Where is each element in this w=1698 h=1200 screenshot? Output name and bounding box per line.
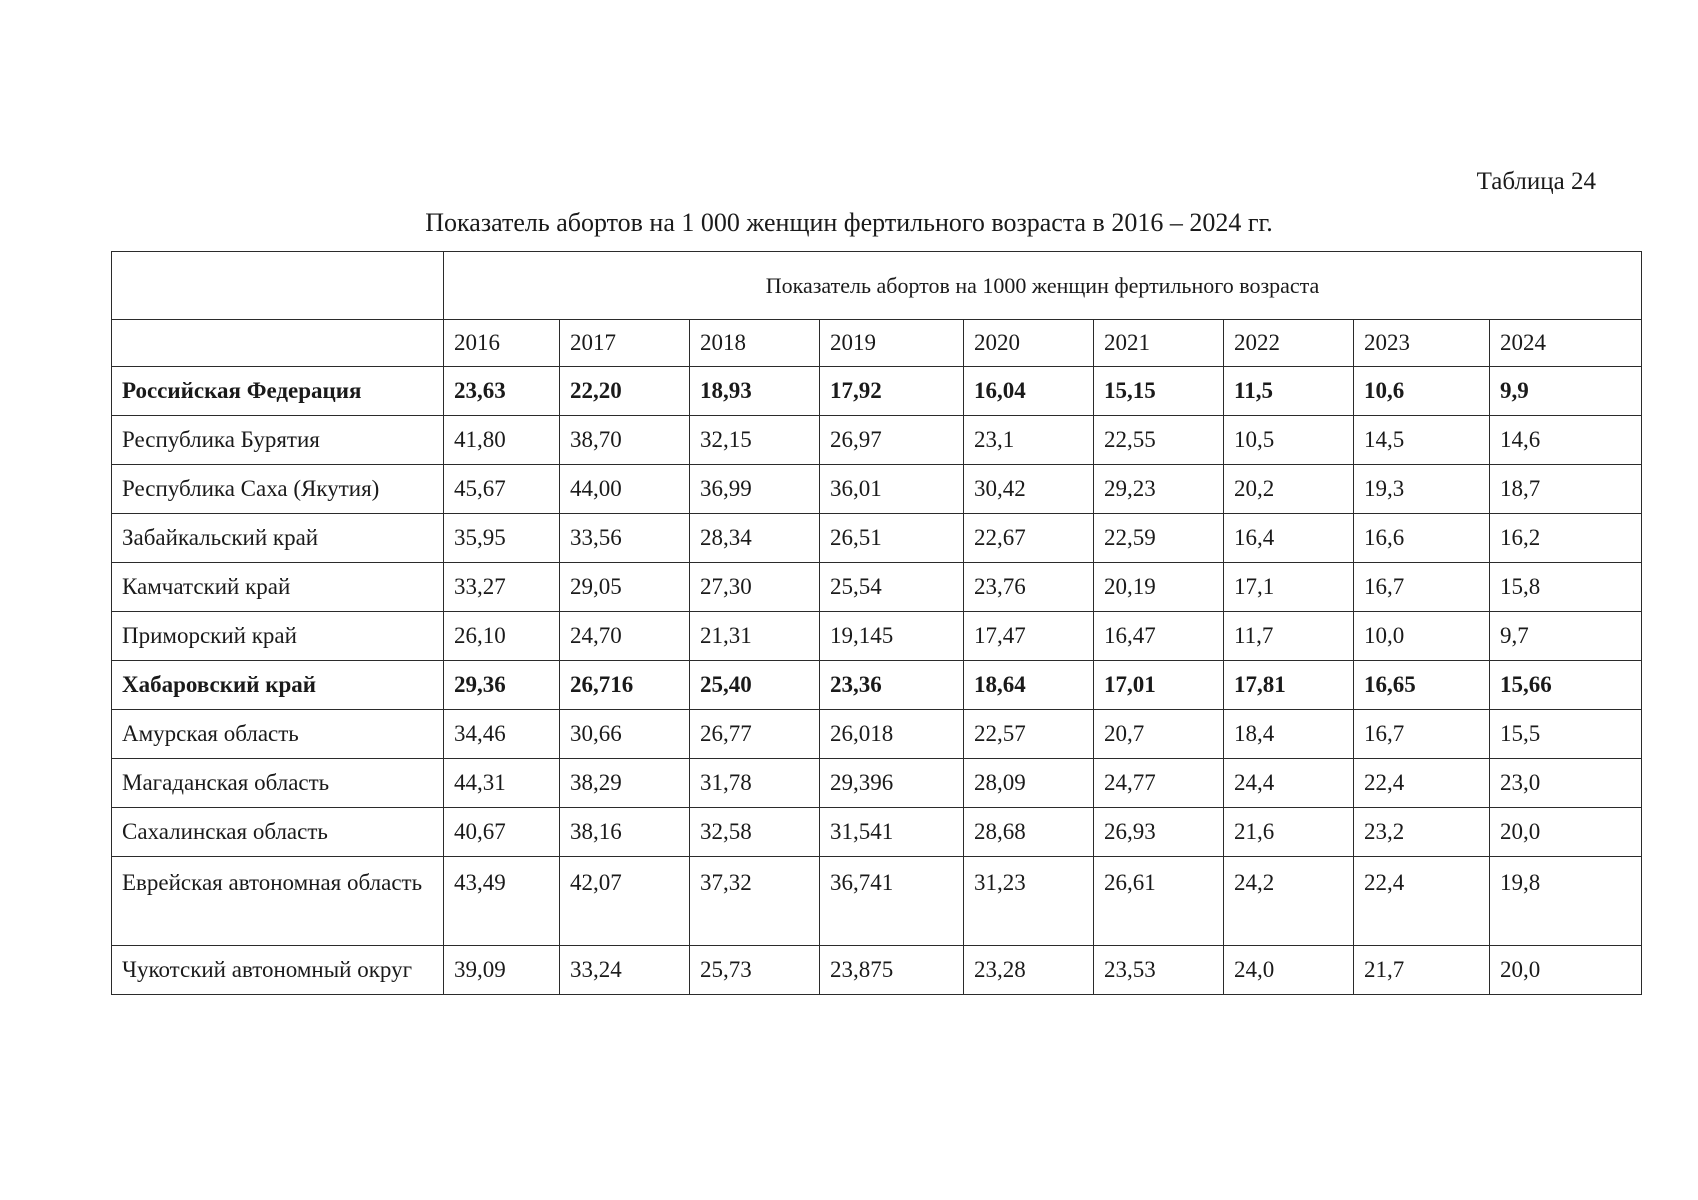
- region-name-cell: Российская Федерация: [112, 367, 444, 416]
- value-cell-2023: 16,65: [1354, 661, 1490, 710]
- value-cell-2016: 29,36: [444, 661, 560, 710]
- value-cell-2024: 15,5: [1490, 710, 1642, 759]
- value-cell-2016: 39,09: [444, 946, 560, 995]
- value-cell-2021: 26,61: [1094, 857, 1224, 946]
- value-cell-2020: 28,09: [964, 759, 1094, 808]
- value-cell-2019: 26,97: [820, 416, 964, 465]
- value-cell-2024: 20,0: [1490, 808, 1642, 857]
- value-cell-2018: 32,58: [690, 808, 820, 857]
- value-cell-2022: 11,7: [1224, 612, 1354, 661]
- value-cell-2017: 26,716: [560, 661, 690, 710]
- year-header-2018: 2018: [690, 320, 820, 367]
- value-cell-2018: 18,93: [690, 367, 820, 416]
- value-cell-2016: 35,95: [444, 514, 560, 563]
- table-row: [112, 514, 1642, 563]
- value-cell-2021: 24,77: [1094, 759, 1224, 808]
- value-cell-2023: 14,5: [1354, 416, 1490, 465]
- value-cell-2019: 25,54: [820, 563, 964, 612]
- value-cell-2022: 18,4: [1224, 710, 1354, 759]
- value-cell-2020: 22,67: [964, 514, 1094, 563]
- value-cell-2022: 21,6: [1224, 808, 1354, 857]
- header-group-label: Показатель абортов на 1000 женщин фертильного возраста: [444, 252, 1642, 320]
- value-cell-2018: 28,34: [690, 514, 820, 563]
- value-cell-2017: 29,05: [560, 563, 690, 612]
- value-cell-2017: 38,70: [560, 416, 690, 465]
- table-row: [112, 759, 1642, 808]
- value-cell-2016: 44,31: [444, 759, 560, 808]
- value-cell-2024: 15,66: [1490, 661, 1642, 710]
- value-cell-2024: 15,8: [1490, 563, 1642, 612]
- value-cell-2019: 23,36: [820, 661, 964, 710]
- value-cell-2016: 43,49: [444, 857, 560, 946]
- table-row: [112, 563, 1642, 612]
- value-cell-2017: 24,70: [560, 612, 690, 661]
- table-row: [112, 465, 1642, 514]
- value-cell-2022: 20,2: [1224, 465, 1354, 514]
- table-row: [112, 710, 1642, 759]
- value-cell-2017: 33,24: [560, 946, 690, 995]
- value-cell-2021: 20,19: [1094, 563, 1224, 612]
- value-cell-2022: 16,4: [1224, 514, 1354, 563]
- value-cell-2021: 22,55: [1094, 416, 1224, 465]
- value-cell-2022: 24,4: [1224, 759, 1354, 808]
- value-cell-2020: 17,47: [964, 612, 1094, 661]
- value-cell-2019: 17,92: [820, 367, 964, 416]
- value-cell-2016: 26,10: [444, 612, 560, 661]
- value-cell-2018: 31,78: [690, 759, 820, 808]
- value-cell-2023: 16,7: [1354, 563, 1490, 612]
- value-cell-2019: 19,145: [820, 612, 964, 661]
- value-cell-2023: 10,6: [1354, 367, 1490, 416]
- value-cell-2021: 22,59: [1094, 514, 1224, 563]
- year-header-2023: 2023: [1354, 320, 1490, 367]
- value-cell-2016: 40,67: [444, 808, 560, 857]
- value-cell-2019: 26,018: [820, 710, 964, 759]
- value-cell-2016: 23,63: [444, 367, 560, 416]
- value-cell-2023: 22,4: [1354, 857, 1490, 946]
- value-cell-2019: 26,51: [820, 514, 964, 563]
- value-cell-2021: 16,47: [1094, 612, 1224, 661]
- value-cell-2023: 16,6: [1354, 514, 1490, 563]
- value-cell-2017: 38,16: [560, 808, 690, 857]
- value-cell-2024: 16,2: [1490, 514, 1642, 563]
- header-empty-cell: [112, 320, 444, 367]
- value-cell-2016: 41,80: [444, 416, 560, 465]
- region-name-cell: Хабаровский край: [112, 661, 444, 710]
- value-cell-2024: 23,0: [1490, 759, 1642, 808]
- region-name-cell: Камчатский край: [112, 563, 444, 612]
- value-cell-2023: 21,7: [1354, 946, 1490, 995]
- value-cell-2021: 23,53: [1094, 946, 1224, 995]
- value-cell-2020: 23,1: [964, 416, 1094, 465]
- year-header-2019: 2019: [820, 320, 964, 367]
- value-cell-2019: 36,741: [820, 857, 964, 946]
- abortion-rate-table: [111, 251, 1642, 995]
- header-row-group: [112, 252, 1642, 320]
- value-cell-2021: 17,01: [1094, 661, 1224, 710]
- value-cell-2024: 9,9: [1490, 367, 1642, 416]
- region-name-cell: Приморский край: [112, 612, 444, 661]
- value-cell-2024: 9,7: [1490, 612, 1642, 661]
- year-header-2016: 2016: [444, 320, 560, 367]
- region-name-cell: Магаданская область: [112, 759, 444, 808]
- value-cell-2021: 26,93: [1094, 808, 1224, 857]
- value-cell-2024: 20,0: [1490, 946, 1642, 995]
- year-header-2020: 2020: [964, 320, 1094, 367]
- table-row: [112, 946, 1642, 995]
- year-header-2024: 2024: [1490, 320, 1642, 367]
- value-cell-2017: 22,20: [560, 367, 690, 416]
- year-header-2022: 2022: [1224, 320, 1354, 367]
- value-cell-2018: 26,77: [690, 710, 820, 759]
- value-cell-2017: 30,66: [560, 710, 690, 759]
- value-cell-2022: 17,81: [1224, 661, 1354, 710]
- region-name-cell: Еврейская автономная область: [112, 857, 444, 946]
- value-cell-2020: 31,23: [964, 857, 1094, 946]
- table-row: [112, 367, 1642, 416]
- value-cell-2018: 25,73: [690, 946, 820, 995]
- table-row: [112, 661, 1642, 710]
- region-name-cell: Республика Бурятия: [112, 416, 444, 465]
- year-header-2017: 2017: [560, 320, 690, 367]
- region-name-cell: Забайкальский край: [112, 514, 444, 563]
- table-row: [112, 808, 1642, 857]
- value-cell-2023: 23,2: [1354, 808, 1490, 857]
- value-cell-2018: 25,40: [690, 661, 820, 710]
- value-cell-2018: 36,99: [690, 465, 820, 514]
- value-cell-2019: 23,875: [820, 946, 964, 995]
- value-cell-2023: 22,4: [1354, 759, 1490, 808]
- region-name-cell: Чукотский автономный округ: [112, 946, 444, 995]
- value-cell-2021: 15,15: [1094, 367, 1224, 416]
- region-name-cell: Республика Саха (Якутия): [112, 465, 444, 514]
- header-empty-cell: [112, 252, 444, 320]
- header-row-years: [112, 320, 1642, 367]
- value-cell-2017: 44,00: [560, 465, 690, 514]
- value-cell-2016: 33,27: [444, 563, 560, 612]
- value-cell-2021: 20,7: [1094, 710, 1224, 759]
- value-cell-2020: 22,57: [964, 710, 1094, 759]
- value-cell-2022: 24,2: [1224, 857, 1354, 946]
- year-header-2021: 2021: [1094, 320, 1224, 367]
- value-cell-2018: 37,32: [690, 857, 820, 946]
- value-cell-2019: 31,541: [820, 808, 964, 857]
- region-name-cell: Сахалинская область: [112, 808, 444, 857]
- value-cell-2022: 10,5: [1224, 416, 1354, 465]
- value-cell-2020: 28,68: [964, 808, 1094, 857]
- value-cell-2022: 11,5: [1224, 367, 1354, 416]
- value-cell-2018: 32,15: [690, 416, 820, 465]
- table-row: [112, 857, 1642, 946]
- value-cell-2022: 17,1: [1224, 563, 1354, 612]
- value-cell-2020: 16,04: [964, 367, 1094, 416]
- value-cell-2017: 33,56: [560, 514, 690, 563]
- value-cell-2016: 34,46: [444, 710, 560, 759]
- value-cell-2024: 18,7: [1490, 465, 1642, 514]
- table-row: [112, 612, 1642, 661]
- value-cell-2017: 42,07: [560, 857, 690, 946]
- table-row: [112, 416, 1642, 465]
- value-cell-2020: 30,42: [964, 465, 1094, 514]
- value-cell-2024: 19,8: [1490, 857, 1642, 946]
- value-cell-2021: 29,23: [1094, 465, 1224, 514]
- value-cell-2022: 24,0: [1224, 946, 1354, 995]
- value-cell-2020: 18,64: [964, 661, 1094, 710]
- value-cell-2018: 27,30: [690, 563, 820, 612]
- region-name-cell: Амурская область: [112, 710, 444, 759]
- value-cell-2023: 19,3: [1354, 465, 1490, 514]
- value-cell-2019: 36,01: [820, 465, 964, 514]
- value-cell-2018: 21,31: [690, 612, 820, 661]
- value-cell-2016: 45,67: [444, 465, 560, 514]
- document-title: Показатель абортов на 1 000 женщин фертильного возраста в 2016 – 2024 гг.: [425, 208, 1273, 237]
- value-cell-2020: 23,28: [964, 946, 1094, 995]
- value-cell-2017: 38,29: [560, 759, 690, 808]
- value-cell-2019: 29,396: [820, 759, 964, 808]
- table-number: Таблица 24: [1476, 168, 1596, 195]
- value-cell-2020: 23,76: [964, 563, 1094, 612]
- value-cell-2024: 14,6: [1490, 416, 1642, 465]
- value-cell-2023: 10,0: [1354, 612, 1490, 661]
- value-cell-2023: 16,7: [1354, 710, 1490, 759]
